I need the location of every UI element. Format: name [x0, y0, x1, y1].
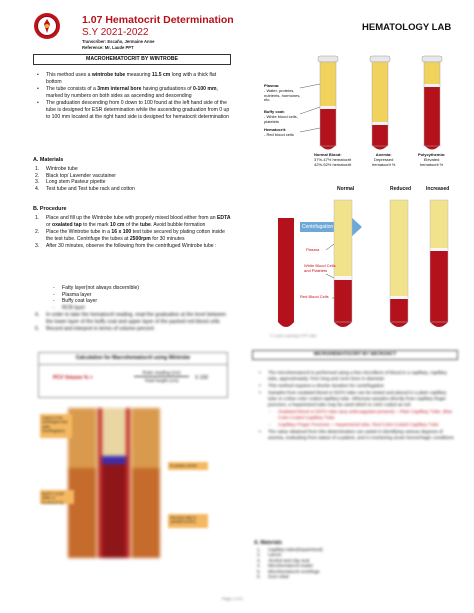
list-item: 2. Black top/ Lavender vacutainer: [35, 172, 116, 179]
formula-label: PCV Volume % =: [53, 375, 93, 381]
centrifugation-figure: [270, 194, 470, 336]
list-item: 4. Microhematocrit reader: [257, 563, 314, 569]
normal-blood-caption: Normal Blood: 37%-47% hematocrit 42%-52% hematocrit: [314, 152, 352, 167]
lab-label: HEMATOLOGY LAB: [362, 22, 452, 33]
page-number: Page 1 of 3: [222, 596, 243, 601]
transcriber: Transcriber: Escaño, Jermaine Anne: [82, 39, 155, 44]
anemia-caption: Anemia: Depressed hematocrit %: [372, 152, 396, 167]
buffy-coat-label: BUFFY COAT (WBC & PLATELETS): [40, 490, 74, 504]
list-item: 1. Capillary tubes(heparinized): [257, 547, 323, 552]
layers-list: [53, 285, 227, 311]
list-item: 4. Test tube and Test tube rack and cotton: [35, 185, 135, 192]
reference: Reference: Mr. Laude PPT: [82, 45, 134, 50]
formula-denominator: Total height (cm): [144, 378, 179, 383]
list-item: • The value obtained from this determination can assist in identifying various degrees of anemia, evaluating from status of a patient, and in monitoring acute hemorrhagic conditions: [259, 429, 454, 440]
formula-numerator: Ruler reading (cm): [142, 370, 181, 375]
figure-caption: © Lumen Learning & PPT slide: [270, 334, 317, 338]
plasma-label: Plasma: [306, 247, 320, 252]
list-item: 3. After 30 minutes, observe the following from the centrifuged Wintrobe tube :: [35, 243, 217, 250]
formula-fraction: [134, 370, 189, 383]
list-item: • This method requires a shorter duration for centrifugation: [259, 383, 384, 388]
procedure-heading: B. Procedure: [33, 206, 67, 212]
list-item: - Fatty layer(not always discernible): [53, 285, 140, 291]
col-increased-label: Increased: [426, 186, 450, 192]
list-item: - Oxalated blood or EDTA tube (any anticoagulant present) = Plain Capillary Tube, Blue Color-Coded Capillary Tube: [269, 409, 453, 420]
list-item: 4. In order to take the hematocrit reading, read the graduation at the level between the lower layer of the buffy coat and upper layer of the packed red blood cells: [35, 312, 227, 325]
layers-label: Layers in the centrifuged tube (after centrifugation): [40, 414, 72, 438]
list-item: • The microhematocrit is performed using a few microliters of blood in a capillary, capillary tube, approximately 7mm long and 1mm bore in diameter: [259, 370, 447, 381]
centrifugation-arrow-label: Centrifugation: [302, 224, 334, 230]
wbc-platelets-label: White Blood Cells and Platelets: [304, 263, 336, 273]
list-item: 5. Microhematocrit centrifuge: [257, 568, 320, 574]
red-blood-cells-label: Red Blood Cells: [300, 294, 329, 299]
list-item: • Samples from oxalated blood or EDTA tube can be tested and placed in a plain capillary tube or a blue color coded capillary tube. Whereas samples directly from capillary finger puncture, a heparinized tube may be used which is color coded as red: [259, 390, 447, 407]
micro-materials-heading: A. Materials: [254, 540, 283, 546]
list-item: 2. Lancet: [257, 552, 282, 558]
list-item: • The tube consists of a 3mm internal bore having graduations of 0-100 mm, marked by numbers on both sides as ascending and descending: [37, 86, 218, 99]
list-item: - RCB layer: [53, 304, 86, 311]
doc-title: 1.07 Hematocrit Determination: [82, 14, 234, 26]
polycythemia-caption: Polycythemia: Elevated hematocrit %: [418, 152, 446, 167]
list-item: 1. Wintrobe tube: [35, 166, 78, 172]
micro-materials-list: [257, 547, 448, 580]
materials-list: [35, 166, 231, 192]
formula-multiplier: X 100: [195, 375, 209, 381]
col-normal-label: Normal: [337, 186, 355, 192]
materials-heading: A. Materials: [33, 157, 64, 163]
list-item: 3. Alcohol and clay seal: [257, 557, 310, 563]
plasma-layer-label: PLASMA LAYER: [168, 462, 208, 470]
list-item: - Plasma layer: [53, 291, 92, 298]
section-box-macrohematocrit: MACROHEMATOCRIT BY WINTROBE: [33, 54, 231, 65]
intro-bullets: [37, 72, 231, 120]
packed-rbc-label: PACKED RBC'S (HEMATOCRIT): [168, 514, 208, 528]
school-logo: [33, 12, 61, 40]
school-year: S.Y 2021-2022: [82, 27, 149, 38]
list-item: - Buffy coat layer: [53, 298, 98, 305]
list-item: - Capillary Finger Puncture = Heparinized tube, Red Color-Coded Capillary Tube: [269, 422, 439, 427]
procedure-list-blurred: [35, 312, 231, 333]
list-item: 2. Place the Wintrobe tube in a 16 x 100 test tube secured by plating cotton inside the test tube. Centrifuge the tubes at 2500rpm for 30 minutes: [35, 229, 225, 242]
list-item: 3. Long stem Pasteur pipette: [35, 179, 106, 186]
list-item: 6. Gum rebar: [257, 574, 289, 580]
list-item: 5. Record and interpret in terms of volume percent: [35, 326, 154, 333]
list-item: 1. Place and fill up the Wintrobe tube with properly mixed blood either from an EDTA or oxalated tap to the mark 10 cm of the tube. Avoid bubble formation: [35, 215, 231, 228]
list-item: • The graduation descending from 0 down to 100 found at the left hand side of the tube is designed for ESR determination while the ascending graduation from 0 up to 100 mm located at the right hand side is designed for hematocrit determination: [37, 100, 230, 120]
hematocrit-description: Hematocrit: - Red blood cells: [264, 127, 294, 137]
micro-bullets: [259, 370, 456, 441]
procedure-list: [35, 215, 231, 250]
calculation-title: Calculation for Macrohematocrit using Wintrobe: [39, 353, 227, 365]
plasma-description: Plasma: - Water, proteins, nutrients, hormones, etc.: [264, 83, 301, 103]
calculation-box: [38, 352, 228, 398]
buffy-coat-description: Buffy coat: - White blood cells, platelets: [264, 109, 298, 124]
section-box-microhematocrit: MICROHEMATOCRIT BY MICROHCT: [252, 350, 458, 360]
col-reduced-label: Reduced: [390, 186, 412, 192]
list-item: • This method uses a wintrobe tube measuring 11.5 cm long with a thick flat bottom: [37, 72, 217, 85]
